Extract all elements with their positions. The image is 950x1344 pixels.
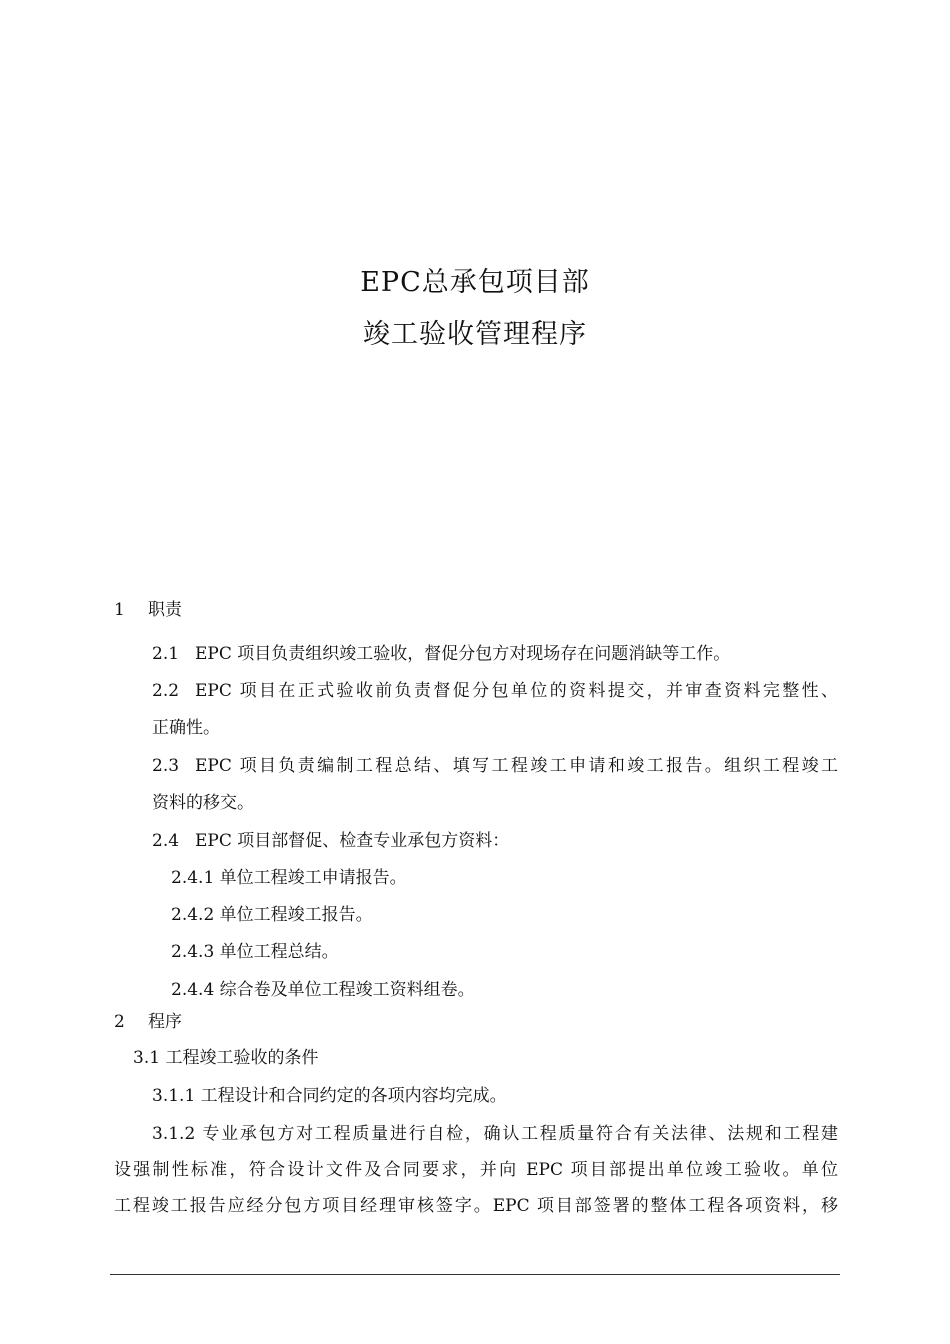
footer-divider — [110, 1274, 840, 1275]
paragraph-3-1-2-line-1: 3.1.2 专业承包方对工程质量进行自检，确认工程质量符合有关法律、法规和工程建 — [152, 1124, 838, 1144]
section-title: 程序 — [148, 1012, 182, 1032]
item-text: EPC 项目负责编制工程总结、填写工程竣工申请和竣工报告。组织工程竣工 — [195, 756, 838, 776]
section-title: 职责 — [148, 600, 182, 620]
item-2-4 — [152, 829, 509, 853]
paragraph-3-1-2-line-3: 工程竣工报告应经分包方项目经理审核签字。EPC 项目部签署的整体工程各项资料，移 — [114, 1196, 838, 1216]
item-2-2-line-1 — [152, 679, 838, 703]
subsection-3-1-heading: 3.1 工程竣工验收的条件 — [133, 1048, 319, 1068]
item-text: EPC 项目负责组织竣工验收，督促分包方对现场存在问题消缺等工作。 — [195, 644, 731, 664]
item-2-1 — [152, 642, 730, 666]
subitem-2-4-2: 2.4.2 单位工程竣工报告。 — [171, 905, 373, 925]
paragraph-3-1-1: 3.1.1 工程设计和合同约定的各项内容均完成。 — [152, 1086, 507, 1106]
item-number: 2.1 — [152, 644, 180, 664]
item-2-3-line-2: 资料的移交。 — [152, 793, 254, 813]
item-number: 2.2 — [152, 681, 180, 701]
section-number: 1 — [114, 600, 125, 620]
item-number: 2.3 — [152, 756, 180, 776]
section-number: 2 — [114, 1012, 125, 1032]
subitem-2-4-1: 2.4.1 单位工程竣工申请报告。 — [171, 868, 407, 888]
section-1-heading — [114, 598, 182, 622]
item-2-3-line-1 — [152, 754, 838, 778]
item-number: 2.4 — [152, 831, 180, 851]
document-title-line-2: 竣工验收管理程序 — [363, 319, 587, 350]
document-title-line-1: EPC总承包项目部 — [360, 267, 590, 298]
paragraph-3-1-2-line-2: 设强制性标准，符合设计文件及合同要求，并向 EPC 项目部提出单位竣工验收。单位 — [114, 1160, 838, 1180]
subitem-2-4-3: 2.4.3 单位工程总结。 — [171, 942, 339, 962]
item-text: EPC 项目在正式验收前负责督促分包单位的资料提交，并审查资料完整性、 — [195, 681, 838, 701]
section-2-heading — [114, 1010, 182, 1034]
item-text: EPC 项目部督促、检查专业承包方资料： — [195, 831, 510, 851]
subitem-2-4-4: 2.4.4 综合卷及单位工程竣工资料组卷。 — [171, 980, 475, 1000]
item-2-2-line-2: 正确性。 — [152, 718, 220, 738]
